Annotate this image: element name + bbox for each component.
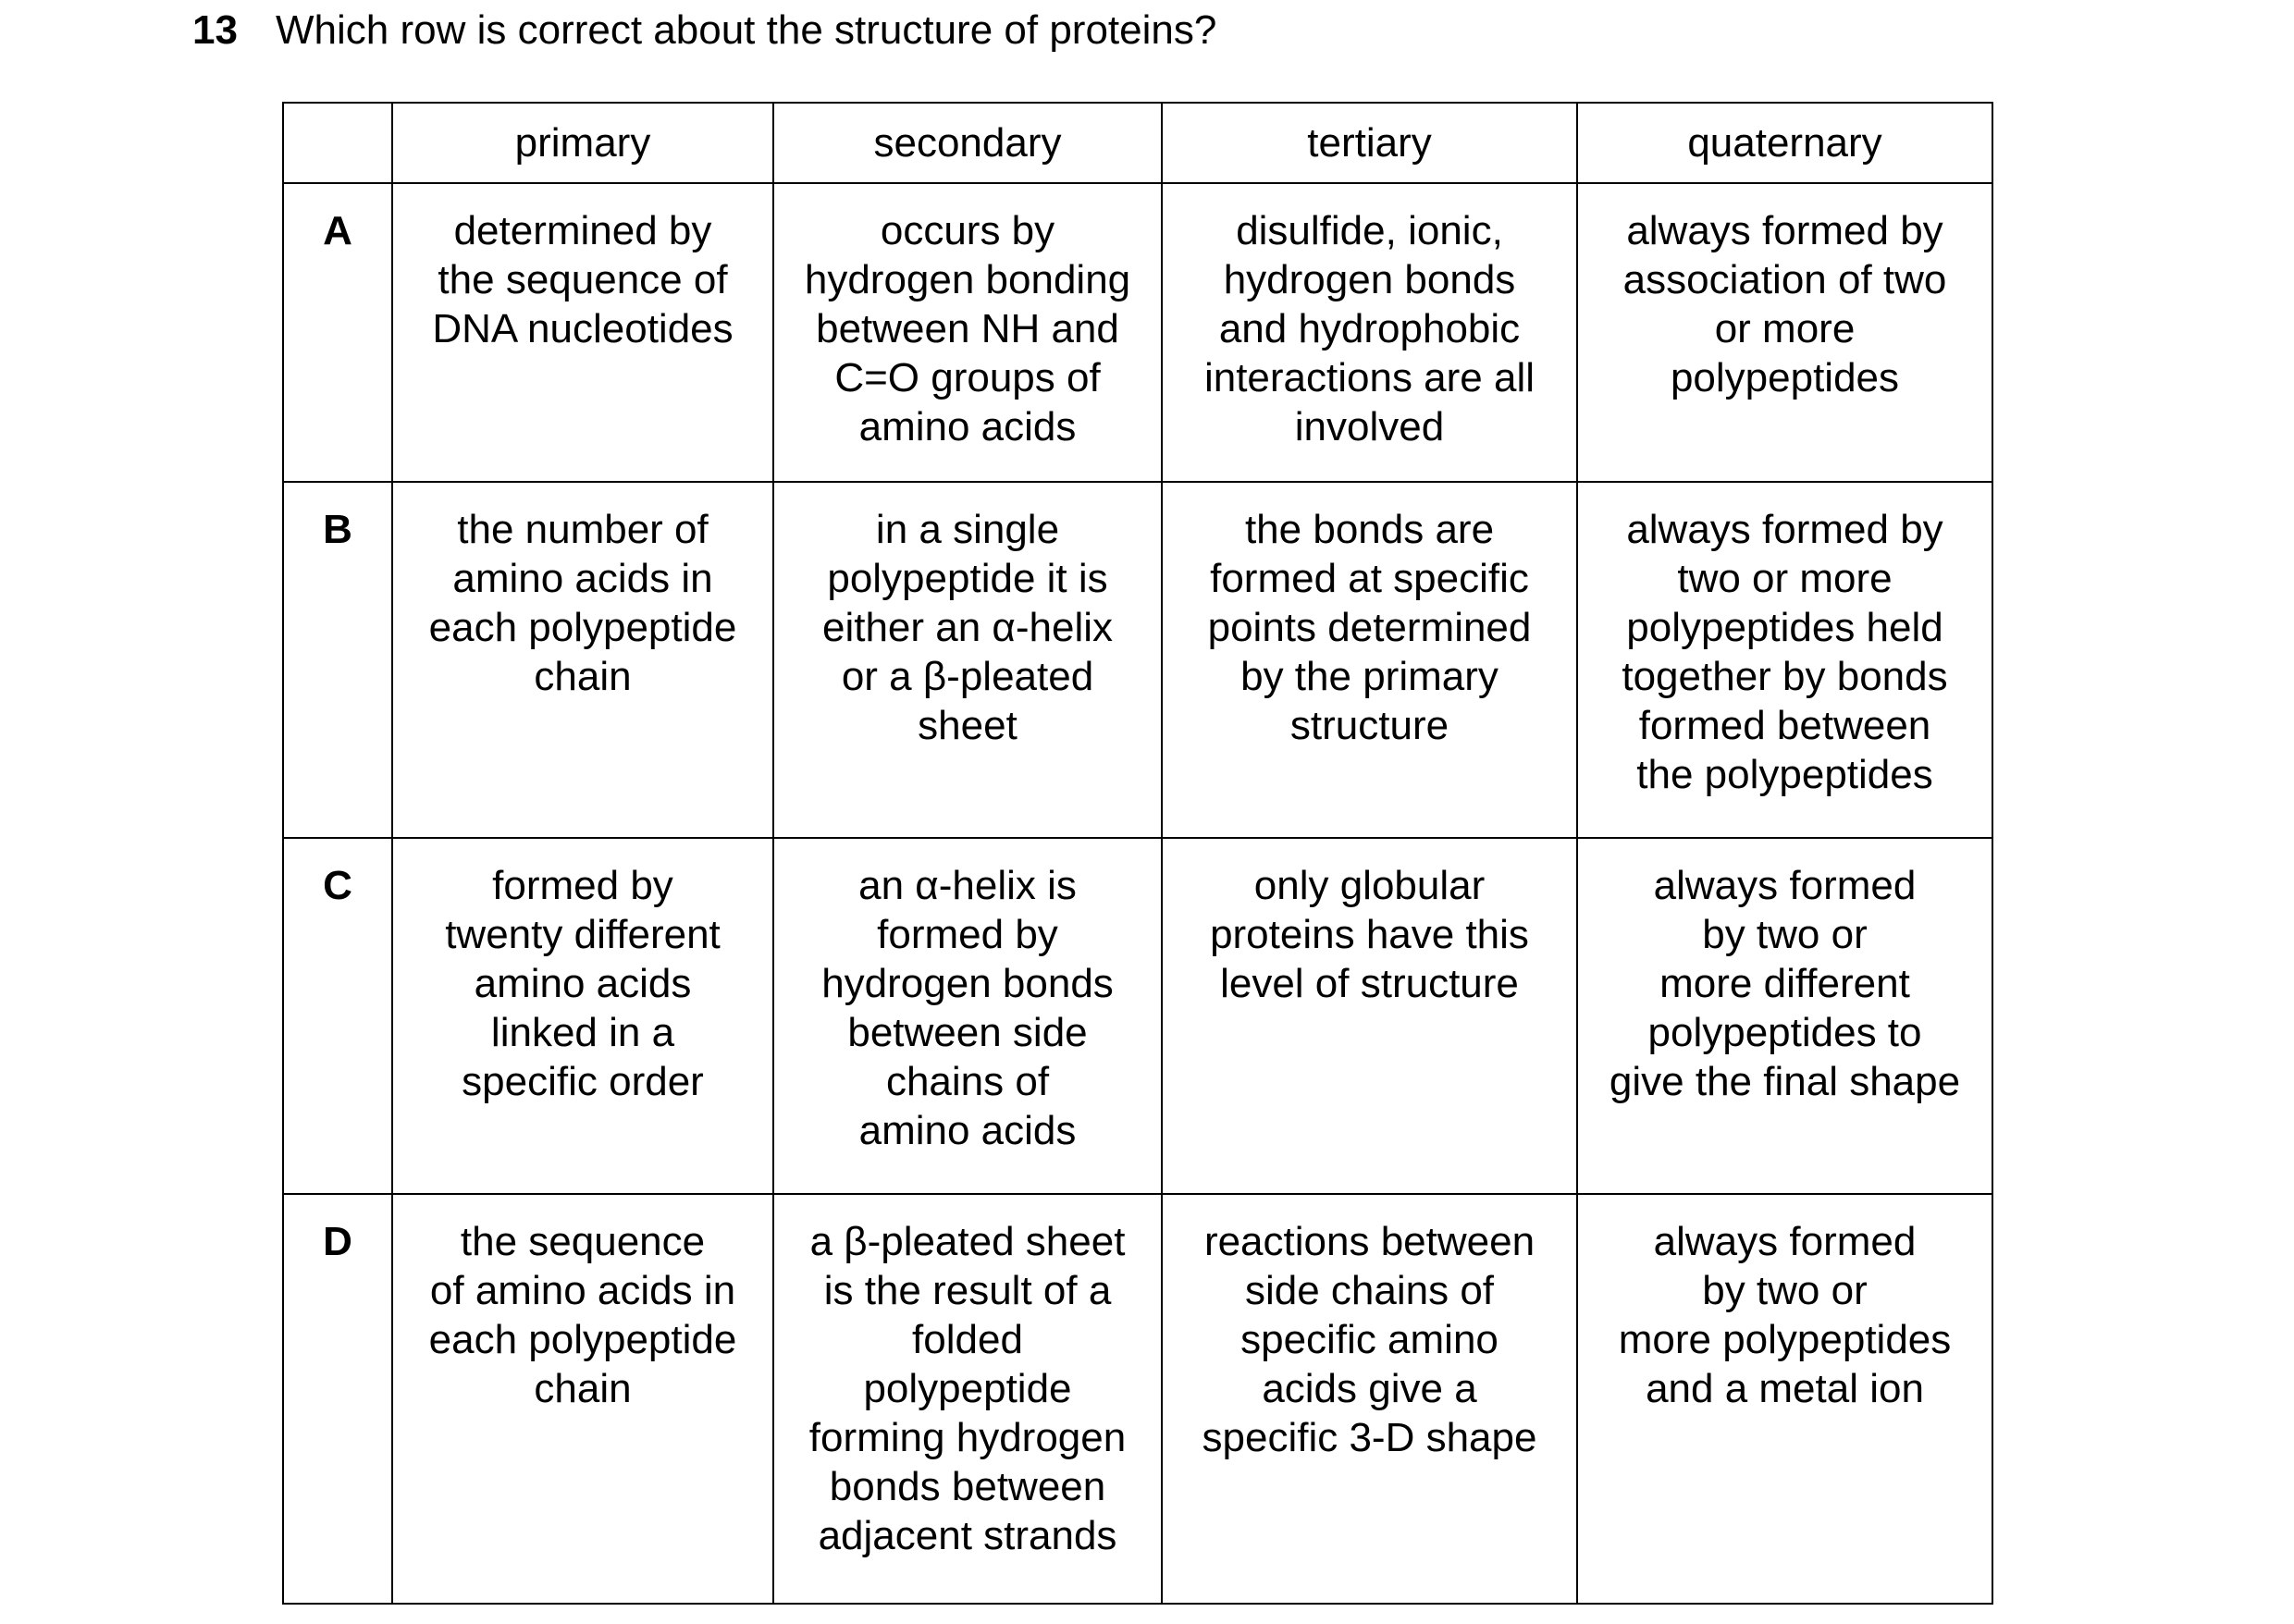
cell-b-primary bbox=[392, 482, 773, 838]
cell-text: disulfide, ionic, hydrogen bonds and hydrophobic interactions are all involved bbox=[1203, 208, 1536, 449]
cell-b-secondary bbox=[773, 482, 1162, 838]
cell-a-quaternary bbox=[1577, 183, 1992, 482]
answer-options-table bbox=[282, 102, 1993, 1605]
row-label-c: C bbox=[283, 838, 392, 1194]
cell-text: an α-helix is formed by hydrogen bonds between side chains of amino acids bbox=[821, 863, 1114, 1153]
table-row-c[interactable] bbox=[283, 838, 1992, 1194]
cell-text: a β-pleated sheet is the result of a folded polypeptide forming hydrogen bonds between adjacent strands bbox=[808, 1219, 1127, 1558]
cell-c-primary bbox=[392, 838, 773, 1194]
cell-text: the number of amino acids in each polypeptide chain bbox=[428, 507, 737, 699]
question-number: 13 bbox=[192, 7, 238, 53]
cell-text: always formed by two or more polypeptides and a metal ion bbox=[1618, 1219, 1952, 1411]
table-header-row bbox=[283, 103, 1992, 183]
cell-text: reactions between side chains of specific amino acids give a specific 3-D shape bbox=[1202, 1219, 1537, 1460]
cell-text: in a single polypeptide it is either an α-helix or a β-pleated sheet bbox=[821, 507, 1114, 748]
row-label-d: D bbox=[283, 1194, 392, 1604]
cell-text: determined by the sequence of DNA nucleotides bbox=[432, 208, 734, 351]
header-secondary: secondary bbox=[773, 103, 1162, 183]
cell-a-secondary bbox=[773, 183, 1162, 482]
cell-text: the bonds are formed at specific points determined by the primary structure bbox=[1207, 507, 1532, 748]
table-row-a[interactable] bbox=[283, 183, 1992, 482]
cell-d-primary bbox=[392, 1194, 773, 1604]
cell-text: always formed by two or more different polypeptides to give the final shape bbox=[1609, 863, 1961, 1104]
header-tertiary: tertiary bbox=[1162, 103, 1577, 183]
cell-text: occurs by hydrogen bonding between NH and C=O groups of amino acids bbox=[804, 208, 1131, 449]
cell-d-secondary bbox=[773, 1194, 1162, 1604]
header-corner bbox=[283, 103, 392, 183]
row-label-a: A bbox=[283, 183, 392, 482]
question-heading bbox=[192, 4, 1216, 57]
question-text: Which row is correct about the structure of proteins? bbox=[276, 7, 1217, 53]
cell-a-tertiary bbox=[1162, 183, 1577, 482]
cell-c-tertiary bbox=[1162, 838, 1577, 1194]
table-row-b[interactable] bbox=[283, 482, 1992, 838]
cell-text: the sequence of amino acids in each polypeptide chain bbox=[428, 1219, 737, 1411]
cell-c-secondary bbox=[773, 838, 1162, 1194]
cell-a-primary bbox=[392, 183, 773, 482]
cell-d-quaternary bbox=[1577, 1194, 1992, 1604]
header-primary: primary bbox=[392, 103, 773, 183]
cell-b-quaternary bbox=[1577, 482, 1992, 838]
table-row-d[interactable] bbox=[283, 1194, 1992, 1604]
cell-b-tertiary bbox=[1162, 482, 1577, 838]
cell-text: always formed by two or more polypeptides held together by bonds formed between the polypeptides bbox=[1622, 507, 1948, 797]
cell-c-quaternary bbox=[1577, 838, 1992, 1194]
header-quaternary: quaternary bbox=[1577, 103, 1992, 183]
cell-d-tertiary bbox=[1162, 1194, 1577, 1604]
row-label-b: B bbox=[283, 482, 392, 838]
cell-text: formed by twenty different amino acids linked in a specific order bbox=[445, 863, 721, 1104]
cell-text: always formed by association of two or more polypeptides bbox=[1622, 208, 1947, 400]
cell-text: only globular proteins have this level of structure bbox=[1210, 863, 1529, 1006]
